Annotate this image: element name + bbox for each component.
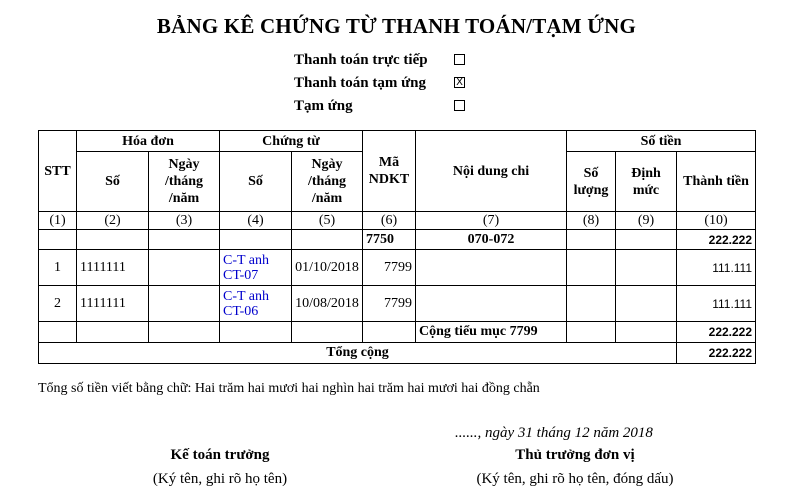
- table-row: [39, 286, 756, 322]
- signature-head: [450, 447, 700, 488]
- header-document-number: Số: [220, 152, 292, 212]
- signature-accountant: [110, 447, 330, 488]
- column-number: (3): [149, 212, 220, 230]
- column-number: (2): [77, 212, 149, 230]
- option-label: Thanh toán trực tiếp: [294, 52, 428, 68]
- option-label: Tạm ứng: [294, 98, 353, 114]
- row-stt: 1: [39, 250, 77, 286]
- row-document-number: C-T anh CT-06: [220, 286, 292, 322]
- option-checkbox[interactable]: X: [454, 77, 465, 88]
- group-ma-ndkt: 7750: [363, 230, 416, 250]
- column-number: (1): [39, 212, 77, 230]
- signature-note: (Ký tên, ghi rõ họ tên): [152, 471, 288, 487]
- row-document-number: C-T anh CT-07: [220, 250, 292, 286]
- subtotal-value: 222.222: [677, 322, 756, 343]
- signature-note: (Ký tên, ghi rõ họ tên, đóng dấu): [476, 471, 674, 487]
- signature-title: Kế toán trưởng: [170, 447, 270, 463]
- column-number: (5): [292, 212, 363, 230]
- row-total: 111.111: [677, 286, 756, 322]
- group-content: 070-072: [416, 230, 567, 250]
- option-checkbox[interactable]: [454, 100, 465, 111]
- column-number: (10): [677, 212, 756, 230]
- header-invoice-number: Số: [77, 152, 149, 212]
- row-ma-ndkt: 7799: [363, 250, 416, 286]
- group-total: 222.222: [677, 230, 756, 250]
- amount-in-words: Tổng số tiền viết bằng chữ: Hai trăm hai mươi hai nghìn hai trăm hai mươi hai đồng chẵn: [38, 381, 540, 396]
- column-number: (6): [363, 212, 416, 230]
- header-norm: Định mức: [616, 152, 677, 212]
- total-label: Tổng cộng: [39, 343, 677, 364]
- option-checkbox[interactable]: [454, 54, 465, 65]
- header-total: Thành tiền: [677, 152, 756, 212]
- signature-title: Thủ trưởng đơn vị: [515, 447, 635, 463]
- total-value: 222.222: [677, 343, 756, 364]
- row-invoice-date: [149, 286, 220, 322]
- subtotal-label: Cộng tiểu mục 7799: [416, 322, 567, 343]
- column-number: (8): [567, 212, 616, 230]
- row-ma-ndkt: 7799: [363, 286, 416, 322]
- row-invoice-number: 1111111: [77, 250, 149, 286]
- row-stt: 2: [39, 286, 77, 322]
- group-row: [39, 230, 756, 250]
- row-document-date: 10/08/2018: [292, 286, 363, 322]
- row-quantity: [567, 250, 616, 286]
- header-stt: STT: [39, 131, 77, 212]
- header-quantity: Số lượng: [567, 152, 616, 212]
- header-amount: Số tiền: [567, 131, 756, 152]
- date-line: ......, ngày 31 tháng 12 năm 2018: [455, 425, 653, 441]
- header-document: Chứng từ: [220, 131, 363, 152]
- row-invoice-date: [149, 250, 220, 286]
- row-document-date: 01/10/2018: [292, 250, 363, 286]
- header-invoice: Hóa đơn: [77, 131, 220, 152]
- row-invoice-number: 1111111: [77, 286, 149, 322]
- document-title: BẢNG KÊ CHỨNG TỪ THANH TOÁN/TẠM ỨNG: [156, 14, 637, 38]
- header-content: Nội dung chi: [416, 131, 567, 212]
- header-invoice-date: Ngày /tháng /năm: [149, 152, 220, 212]
- header-document-date: Ngày /tháng /năm: [292, 152, 363, 212]
- header-ma-ndkt: Mã NDKT: [363, 131, 416, 212]
- option-label: Thanh toán tạm ứng: [294, 75, 426, 91]
- row-content: [416, 286, 567, 322]
- row-norm: [616, 286, 677, 322]
- column-number: (4): [220, 212, 292, 230]
- row-quantity: [567, 286, 616, 322]
- row-total: 111.111: [677, 250, 756, 286]
- voucher-table: [38, 130, 756, 364]
- column-number: (9): [616, 212, 677, 230]
- row-content: [416, 250, 567, 286]
- row-norm: [616, 250, 677, 286]
- total-row: [39, 343, 756, 364]
- subtotal-row: [39, 322, 756, 343]
- table-row: [39, 250, 756, 286]
- column-number: (7): [416, 212, 567, 230]
